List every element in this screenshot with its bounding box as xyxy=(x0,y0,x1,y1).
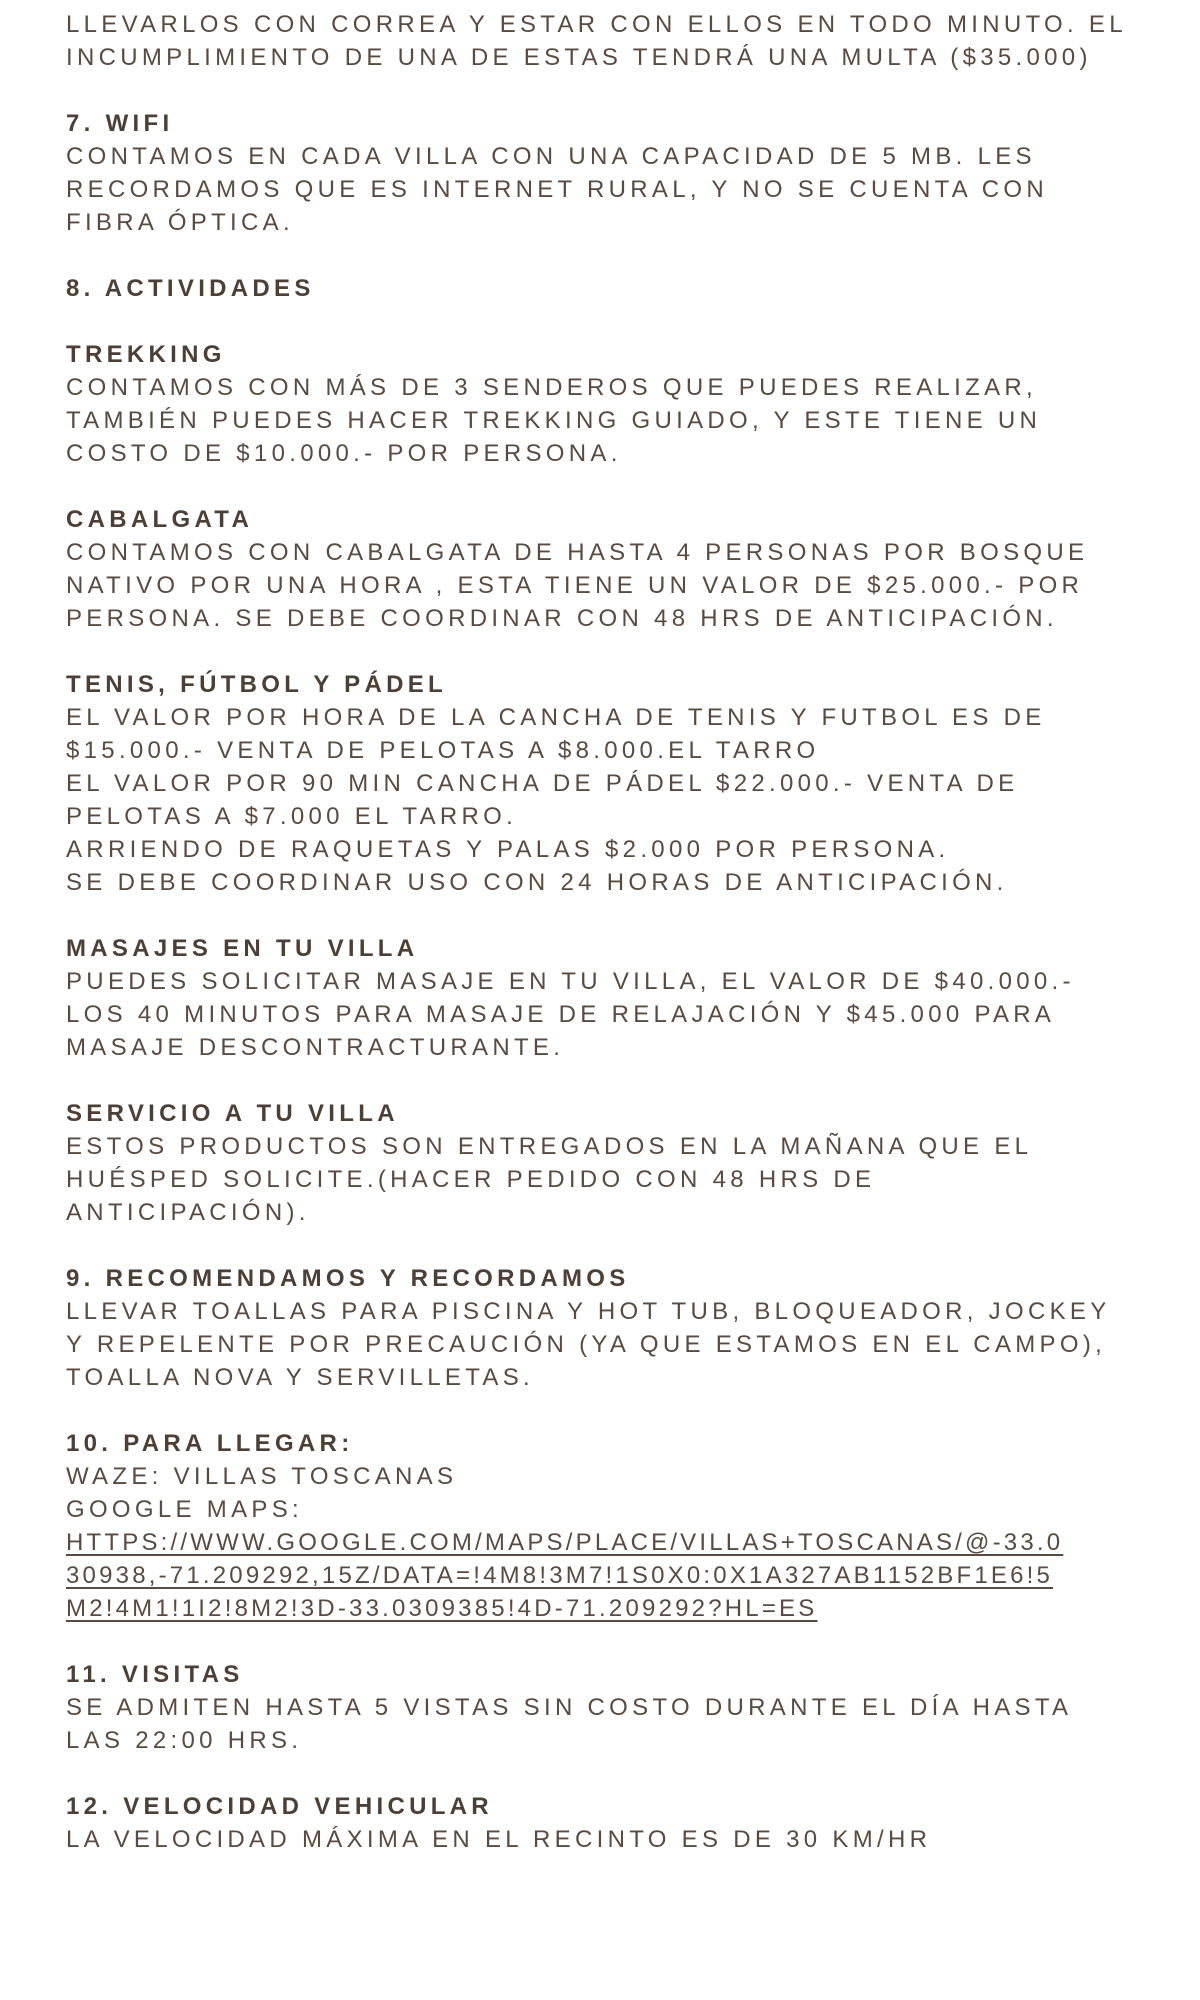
massage-block xyxy=(66,932,1160,1064)
activities-section xyxy=(66,272,1160,1229)
section-heading: 8. ACTIVIDADES xyxy=(66,275,315,302)
section-heading: 11. VISITAS xyxy=(66,1661,244,1688)
body-line: ANTICIPACIÓN). xyxy=(66,1199,310,1226)
body-line: LA VELOCIDAD MÁXIMA EN EL RECINTO ES DE 30 KM/HR xyxy=(66,1826,932,1853)
body-line: LAS 22:00 HRS. xyxy=(66,1727,303,1754)
body-line: CONTAMOS EN CADA VILLA CON UNA CAPACIDAD DE 5 MB. LES xyxy=(66,143,1036,170)
body-line: EL VALOR POR 90 MIN CANCHA DE PÁDEL $22.000.- VENTA DE xyxy=(66,770,1019,797)
google-maps-label: GOOGLE MAPS: xyxy=(66,1496,303,1523)
body-line: ARRIENDO DE RAQUETAS Y PALAS $2.000 POR PERSONA. xyxy=(66,836,950,863)
sports-block xyxy=(66,668,1160,899)
vehicle-speed-section xyxy=(66,1790,1160,1856)
cabalgata-block xyxy=(66,503,1160,635)
body-line: NATIVO POR UNA HORA , ESTA TIENE UN VALOR DE $25.000.- POR xyxy=(66,572,1084,599)
subsection-heading: TREKKING xyxy=(66,341,226,368)
body-line: Y REPELENTE POR PRECAUCIÓN (YA QUE ESTAMOS EN EL CAMPO), xyxy=(66,1331,1107,1358)
section-heading: 9. RECOMENDAMOS Y RECORDAMOS xyxy=(66,1265,630,1292)
body-line: SE DEBE COORDINAR USO CON 24 HORAS DE ANTICIPACIÓN. xyxy=(66,869,1008,896)
body-line: LLEVAR TOALLAS PARA PISCINA Y HOT TUB, BLOQUEADOR, JOCKEY xyxy=(66,1298,1111,1325)
body-line: EL VALOR POR HORA DE LA CANCHA DE TENIS Y FUTBOL ES DE xyxy=(66,704,1046,731)
section-heading: 12. VELOCIDAD VEHICULAR xyxy=(66,1793,493,1820)
body-line: LLEVARLOS CON CORREA Y ESTAR CON ELLOS EN TODO MINUTO. EL xyxy=(66,11,1127,38)
body-line: INCUMPLIMIENTO DE UNA DE ESTAS TENDRÁ UNA MULTA ($35.000) xyxy=(66,44,1092,71)
wifi-section xyxy=(66,107,1160,239)
body-line: TOALLA NOVA Y SERVILLETAS. xyxy=(66,1364,534,1391)
body-line: FIBRA ÓPTICA. xyxy=(66,209,294,236)
directions-section xyxy=(66,1427,1160,1625)
section-heading: 10. PARA LLEGAR: xyxy=(66,1430,354,1457)
body-line: CONTAMOS CON CABALGATA DE HASTA 4 PERSONAS POR BOSQUE xyxy=(66,539,1089,566)
trekking-block xyxy=(66,338,1160,470)
body-line: PUEDES SOLICITAR MASAJE EN TU VILLA, EL VALOR DE $40.000.- xyxy=(66,968,1075,995)
subsection-heading: MASAJES EN TU VILLA xyxy=(66,935,419,962)
body-line: RECORDAMOS QUE ES INTERNET RURAL, Y NO SE CUENTA CON xyxy=(66,176,1048,203)
body-line: ESTOS PRODUCTOS SON ENTREGADOS EN LA MAÑANA QUE EL xyxy=(66,1133,1033,1160)
google-maps-link-line[interactable]: HTTPS://WWW.GOOGLE.COM/MAPS/PLACE/VILLAS+TOSCANAS/@-33.0 xyxy=(66,1529,1064,1556)
pets-rules-section xyxy=(66,8,1160,74)
body-line: CONTAMOS CON MÁS DE 3 SENDEROS QUE PUEDES REALIZAR, xyxy=(66,374,1037,401)
body-line: HUÉSPED SOLICITE.(HACER PEDIDO CON 48 HRS DE xyxy=(66,1166,876,1193)
villa-service-block xyxy=(66,1097,1160,1229)
subsection-heading: TENIS, FÚTBOL Y PÁDEL xyxy=(66,671,448,698)
visits-section xyxy=(66,1658,1160,1757)
body-line: PERSONA. SE DEBE COORDINAR CON 48 HRS DE ANTICIPACIÓN. xyxy=(66,605,1058,632)
body-line: MASAJE DESCONTRACTURANTE. xyxy=(66,1034,565,1061)
body-line: COSTO DE $10.000.- POR PERSONA. xyxy=(66,440,622,467)
section-heading: 7. WIFI xyxy=(66,110,174,137)
google-maps-link-line[interactable]: M2!4M1!1I2!8M2!3D-33.0309385!4D-71.209292?HL=ES xyxy=(66,1595,818,1622)
recommendations-section xyxy=(66,1262,1160,1394)
body-line: PELOTAS A $7.000 EL TARRO. xyxy=(66,803,518,830)
body-line: TAMBIÉN PUEDES HACER TREKKING GUIADO, Y ESTE TIENE UN xyxy=(66,407,1042,434)
subsection-heading: SERVICIO A TU VILLA xyxy=(66,1100,399,1127)
google-maps-link[interactable] xyxy=(66,1526,1160,1625)
subsection-heading: CABALGATA xyxy=(66,506,254,533)
waze-line: WAZE: VILLAS TOSCANAS xyxy=(66,1463,458,1490)
body-line: LOS 40 MINUTOS PARA MASAJE DE RELAJACIÓN Y $45.000 PARA xyxy=(66,1001,1056,1028)
body-line: SE ADMITEN HASTA 5 VISTAS SIN COSTO DURANTE EL DÍA HASTA xyxy=(66,1694,1073,1721)
google-maps-link-line[interactable]: 30938,-71.209292,15Z/DATA=!4M8!3M7!1S0X0:0X1A327AB1152BF1E6!5 xyxy=(66,1562,1054,1589)
body-line: $15.000.- VENTA DE PELOTAS A $8.000.EL TARRO xyxy=(66,737,820,764)
